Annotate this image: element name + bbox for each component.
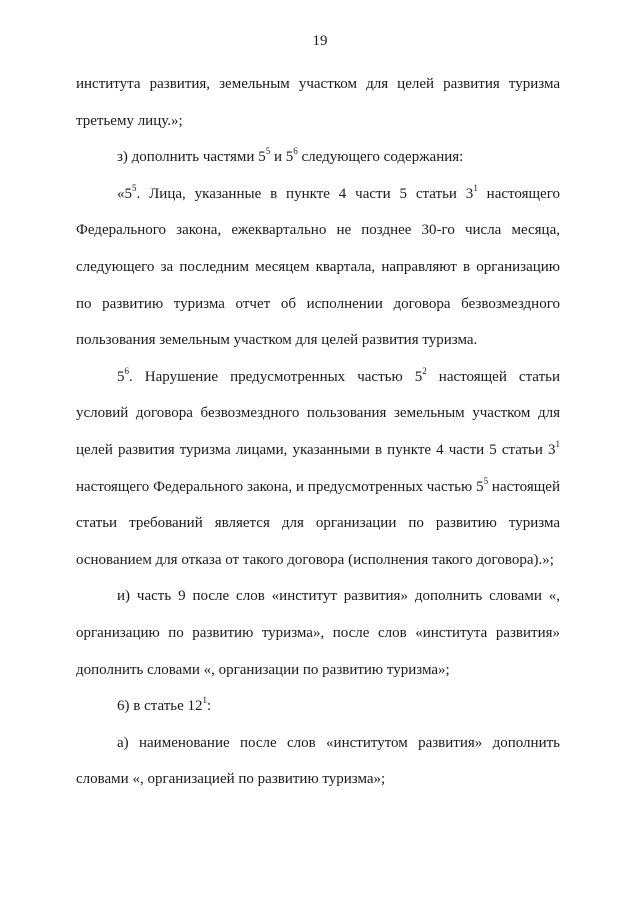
paragraph-continuation-line-2 — [76, 103, 560, 140]
superscript: 2 — [422, 365, 427, 376]
paragraph-part-5-5 — [76, 176, 560, 359]
paragraph-text: института развития, земельным участком для целей развития туризма — [76, 76, 560, 92]
paragraph-text: настоящего Федерального закона, ежеквартально не позднее 30-го числа месяца, следующего за последним месяцем квартала, направляют в организацию по развитию туризма отчет об исполнении договора безвозмездного пользования земельным участком для целей развития туризма. — [76, 185, 560, 349]
paragraph-text: настоящего Федерального закона, и предусмотренных частью 5 — [76, 478, 484, 495]
superscript: 5 — [483, 475, 489, 486]
paragraph-text: и) часть 9 после слов «институт развития» дополнить словами «, организацию по развитию туризма», после слов «института развития» дополнить словами «, организации по развитию туризма»; — [76, 588, 560, 678]
paragraph-text: 5 — [117, 368, 125, 385]
paragraph-text: а) наименование после слов «институтом развития» дополнить словами «, организацией по развитию туризма»; — [76, 734, 560, 788]
paragraph-text: настоящей статьи условий договора безвозмездного пользования земельным участком для целей развития туризма лицами, указанными в пункте 4 части 5 статьи 3 — [76, 368, 560, 458]
paragraph-item-a — [76, 725, 560, 798]
page-number: 19 — [312, 33, 328, 49]
paragraph-text: следующего содержания: — [297, 149, 464, 166]
superscript: 1 — [473, 182, 478, 193]
paragraph-text: и 5 — [270, 149, 294, 166]
paragraph-text: настоящей статьи требований является для организации по развитию туризма основанием для отказа от такого договора (исполнения такого договора).»; — [76, 478, 560, 568]
paragraph-text: «5 — [117, 185, 132, 202]
paragraph-text: з) дополнить частями 5 — [117, 149, 266, 166]
document-body — [76, 66, 560, 798]
superscript: 5 — [132, 182, 137, 193]
paragraph-text: . Нарушение предусмотренных частью 5 — [129, 368, 423, 385]
paragraph-text: : — [207, 698, 212, 715]
superscript: 6 — [293, 146, 298, 157]
superscript: 5 — [265, 146, 271, 157]
paragraph-item-z — [76, 139, 560, 176]
superscript: 1 — [202, 695, 208, 706]
superscript: 1 — [555, 438, 560, 449]
paragraph-text: третьему лицу.»; — [76, 112, 183, 129]
paragraph-item-6 — [76, 688, 560, 725]
paragraph-part-5-6 — [76, 359, 560, 579]
superscript: 6 — [124, 365, 129, 376]
paragraph-text: 6) в статье 12 — [117, 698, 203, 715]
paragraph-item-i — [76, 578, 560, 688]
paragraph-text: . Лица, указанные в пункте 4 части 5 статьи 3 — [136, 185, 474, 202]
paragraph-continuation-line-1 — [76, 66, 560, 103]
